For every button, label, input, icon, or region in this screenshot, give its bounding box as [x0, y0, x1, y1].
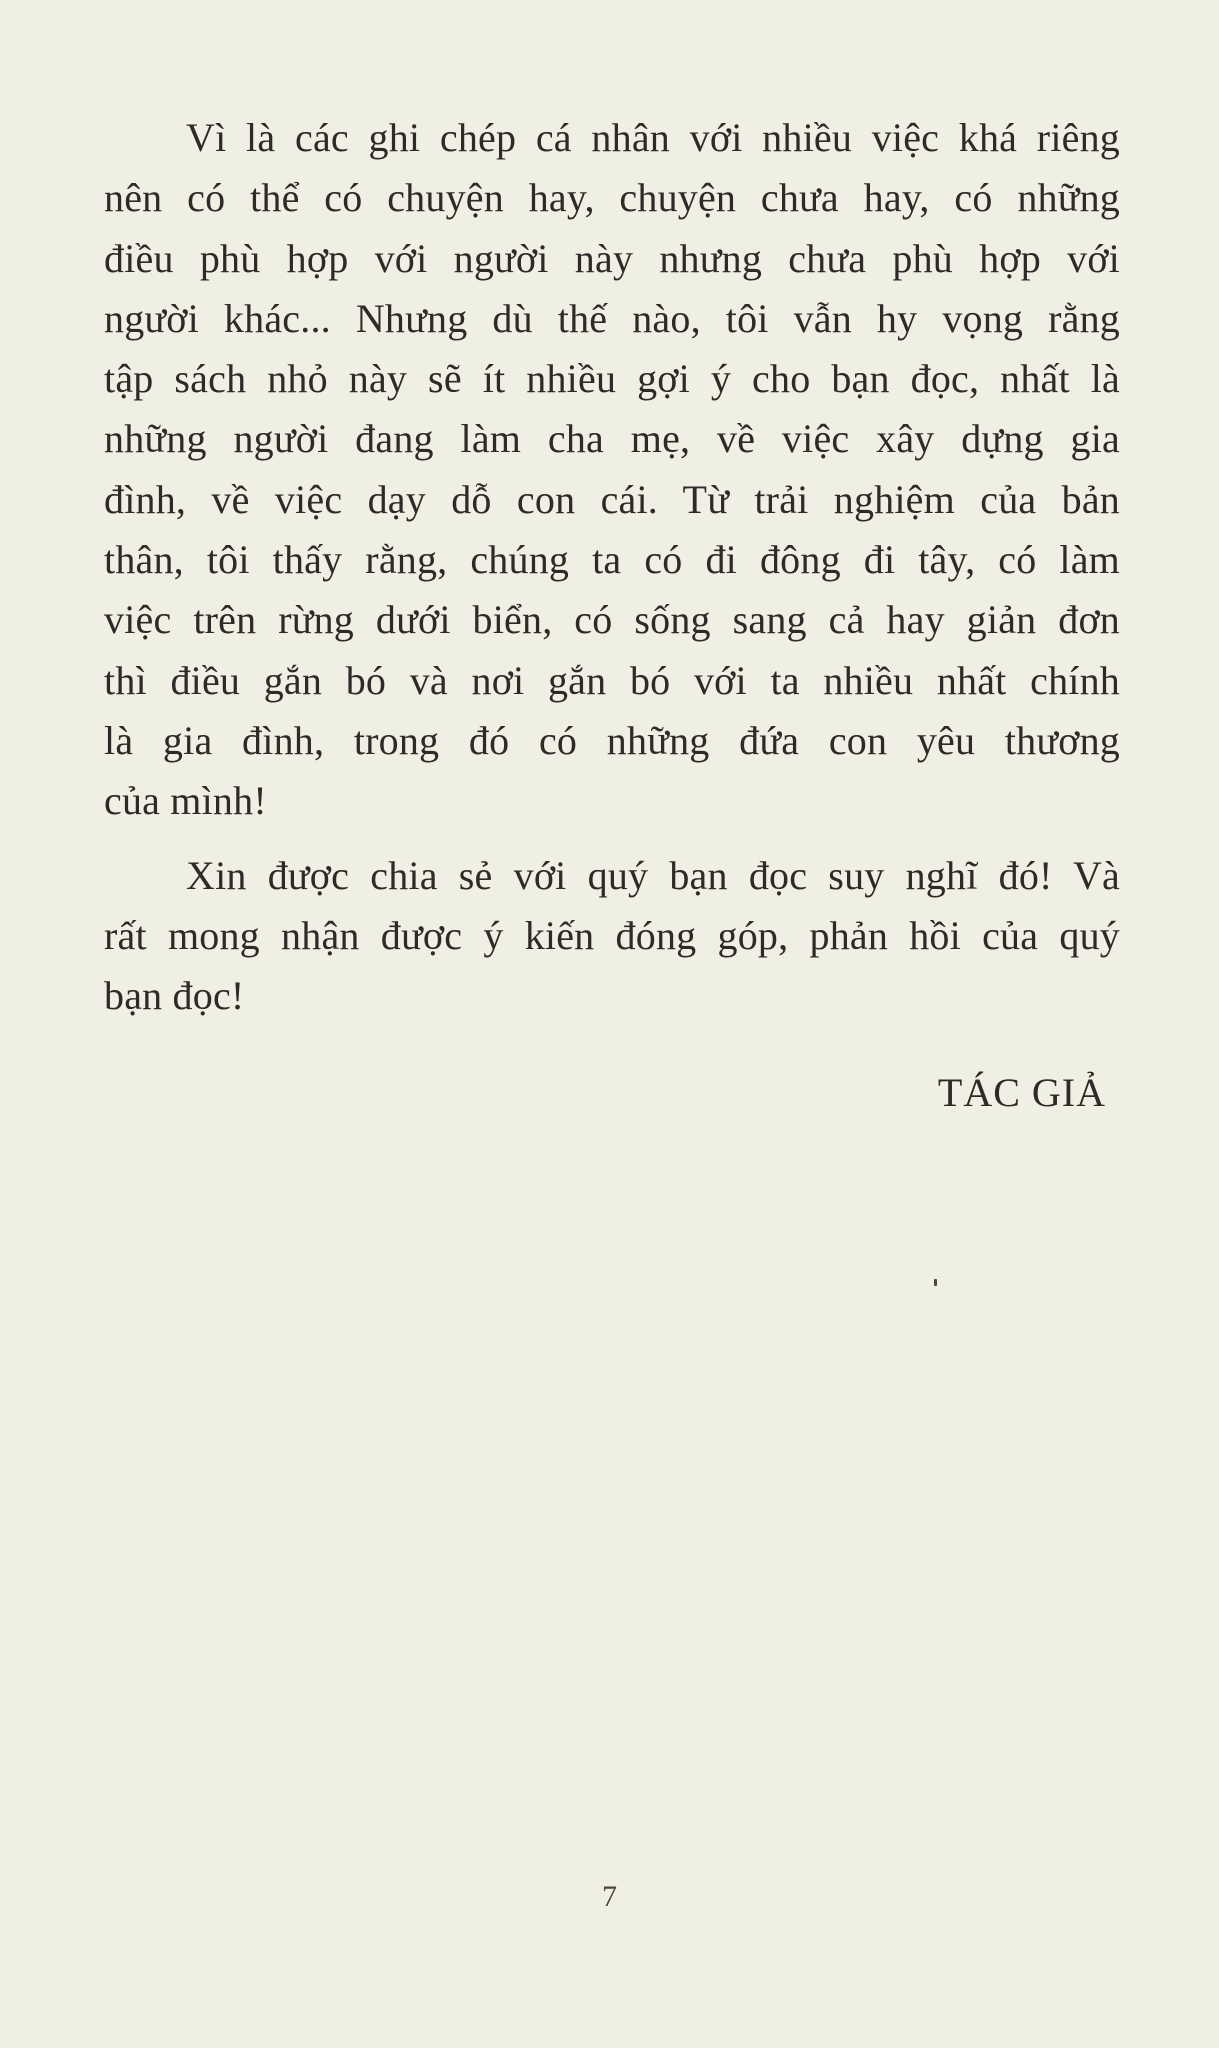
text-line: Vì là các ghi chép cá nhân với nhiều việc khá riêng	[186, 115, 1120, 160]
text-line: điều phù hợp với người này nhưng chưa phù hợp với	[104, 235, 1120, 281]
text-line: tập sách nhỏ này sẽ ít nhiều gợi ý cho bạn đọc, nhất là	[104, 356, 1120, 402]
author-signature: TÁC GIẢ	[937, 1070, 1106, 1115]
paragraph-1	[104, 108, 1120, 832]
print-speck	[934, 1279, 937, 1286]
paragraph-spacing	[104, 832, 1120, 846]
text-line: những người đang làm cha mẹ, về việc xây dựng gia	[104, 416, 1120, 462]
paragraph-2	[104, 846, 1120, 1027]
text-line: nên có thể có chuyện hay, chuyện chưa hay, có những	[104, 175, 1120, 221]
body-text	[104, 108, 1120, 1026]
text-line: việc trên rừng dưới biển, có sống sang cả hay giản đơn	[104, 597, 1120, 643]
text-line: người khác... Nhưng dù thế nào, tôi vẫn hy vọng rằng	[104, 295, 1120, 341]
text-line: rất mong nhận được ý kiến đóng góp, phản hồi của quý	[104, 912, 1120, 958]
page-number: 7	[602, 1880, 617, 1913]
text-line: thì điều gắn bó và nơi gắn bó với ta nhiều nhất chính	[104, 657, 1120, 703]
text-line: thân, tôi thấy rằng, chúng ta có đi đông đi tây, có làm	[104, 537, 1120, 583]
text-line: của mình!	[104, 778, 267, 824]
text-line: bạn đọc!	[104, 973, 245, 1019]
text-line: đình, về việc dạy dỗ con cái. Từ trải nghiệm của bản	[104, 476, 1120, 522]
text-line: Xin được chia sẻ với quý bạn đọc suy nghĩ đó! Và	[186, 852, 1120, 898]
text-line: là gia đình, trong đó có những đứa con yêu thương	[104, 717, 1120, 763]
